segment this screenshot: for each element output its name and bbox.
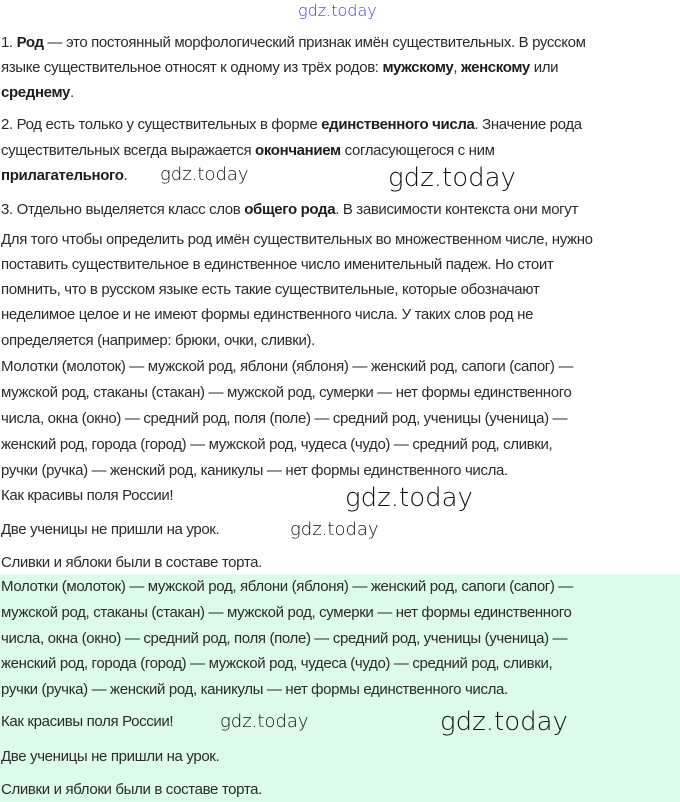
text-line <box>1 83 74 103</box>
text-line <box>1 305 533 325</box>
text-line <box>1 200 578 220</box>
text-line <box>1 577 573 597</box>
text-line <box>1 115 582 135</box>
text-segment: . В зависимости контекста они могут <box>335 201 578 218</box>
text-line <box>1 280 539 300</box>
watermark: gdz.today <box>220 711 309 732</box>
text-segment: Две ученицы не пришли на урок. <box>1 521 220 538</box>
text-segment: . Значение рода <box>474 116 582 133</box>
text-segment: . <box>123 167 128 184</box>
bold-term: среднему <box>1 84 71 101</box>
watermark: gdz.today <box>298 1 377 20</box>
text-segment: числа, окна (окно) — средний род, поля (поле) — средний род, ученицы (ученица) — <box>1 410 568 427</box>
text-segment: Молотки (молоток) — мужской род, яблони (яблоня) — женский род, сапоги (сапог) — <box>1 358 574 375</box>
text-line <box>1 603 571 623</box>
text-line <box>1 680 508 700</box>
text-line <box>1 654 552 674</box>
text-line <box>1 409 567 429</box>
text-segment: поставить существительное в единственное число именительный падеж. Но стоит <box>1 256 554 273</box>
text-line <box>1 629 567 649</box>
text-line <box>1 166 127 186</box>
bold-term: Род <box>16 34 44 51</box>
text-segment: . <box>70 84 74 101</box>
text-line <box>1 331 315 351</box>
text-segment: Сливки и яблоки были в составе торта. <box>1 781 262 798</box>
text-segment: 2. Род есть только у существительных в форме <box>1 116 322 133</box>
bold-term: окончанием <box>255 142 341 159</box>
text-line <box>1 33 586 53</box>
text-segment: 3. Отдельно выделяется класс слов <box>1 201 245 218</box>
text-segment: женский род, города (город) — мужской род, чудеса (чудо) — средний род, сливки, <box>1 436 553 453</box>
text-line <box>1 461 508 481</box>
text-segment: мужской род, стаканы (стакан) — мужской род, сумерки — нет формы единственного <box>1 384 572 401</box>
watermark: gdz.today <box>440 707 568 737</box>
bold-term: общего рода <box>244 201 336 218</box>
text-segment: числа, окна (окно) — средний род, поля (поле) — средний род, ученицы (ученица) — <box>1 630 568 647</box>
text-line <box>1 553 262 573</box>
text-segment: , <box>453 59 462 76</box>
text-segment: согласующегося с ним <box>340 142 495 159</box>
text-segment: Сливки и яблоки были в составе торта. <box>1 554 262 571</box>
text-line <box>1 357 573 377</box>
text-segment: Для того чтобы определить род имён существительных во множественном числе, нужно <box>1 231 593 248</box>
bold-term: единственного числа <box>321 116 475 133</box>
text-line <box>1 58 558 78</box>
text-segment: определяется (например: брюки, очки, сливки). <box>1 332 315 349</box>
text-line <box>1 712 173 732</box>
text-line <box>1 780 262 800</box>
text-segment: мужской род, стаканы (стакан) — мужской род, сумерки — нет формы единственного <box>1 604 572 621</box>
text-line <box>1 255 553 275</box>
watermark: gdz.today <box>388 163 516 193</box>
text-segment: — это постоянный морфологический признак имён существительных. В русском <box>43 34 586 51</box>
bold-term: женскому <box>461 59 530 76</box>
bold-term: прилагательного <box>1 167 124 184</box>
text-line <box>1 141 495 161</box>
text-line <box>1 230 593 250</box>
text-line <box>1 747 219 767</box>
text-segment: Две ученицы не пришли на урок. <box>1 748 220 765</box>
text-line <box>1 383 571 403</box>
text-line <box>1 486 173 506</box>
text-segment: 1. <box>1 34 17 51</box>
bold-term: мужскому <box>382 59 454 76</box>
text-segment: Молотки (молоток) — мужской род, яблони (яблоня) — женский род, сапоги (сапог) — <box>1 578 574 595</box>
text-segment: существительных всегда выражается <box>1 142 256 159</box>
watermark: gdz.today <box>160 164 249 185</box>
watermark: gdz.today <box>290 519 379 540</box>
text-segment: Как красивы поля России! <box>1 487 174 504</box>
text-segment: Как красивы поля России! <box>1 713 174 730</box>
text-segment: языке существительное относят к одному из трёх родов: <box>1 59 383 76</box>
text-segment: помнить, что в русском языке есть такие существительные, которые обозначают <box>1 281 540 298</box>
text-line <box>1 520 219 540</box>
text-segment: женский род, города (город) — мужской род, чудеса (чудо) — средний род, сливки, <box>1 655 553 672</box>
watermark: gdz.today <box>345 483 473 513</box>
text-segment: ручки (ручка) — женский род, каникулы — нет формы единственного числа. <box>1 681 508 698</box>
text-line <box>1 435 552 455</box>
text-segment: неделимое целое и не имеют формы единственного числа. У таких слов род не <box>1 306 534 323</box>
text-segment: или <box>529 59 559 76</box>
text-segment: ручки (ручка) — женский род, каникулы — нет формы единственного числа. <box>1 462 508 479</box>
